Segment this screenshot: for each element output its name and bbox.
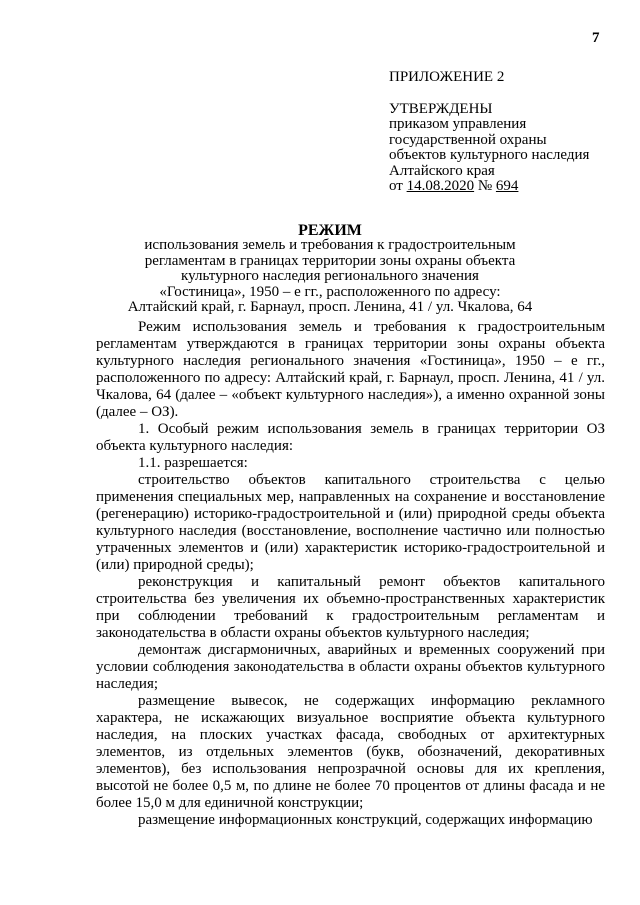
- paragraph: размещение вывесок, не содержащих информацию рекламного характера, не искажающих визуальное восприятие объекта культурного наследия, на плоских участках фасада, свободных от архитектурных элементов, из отдельных элементов (букв, обозначений, декоративных элементов), без использования непрозрачной основы для их крепления, высотой не более 0,5 м, по длине не более 70 процентов от длины фасада и не более 15,0 м для единичной конструкции;: [96, 693, 605, 811]
- title-main: РЕЖИМ: [298, 222, 362, 239]
- paragraph: 1. Особый режим использования земель в границах территории ОЗ объекта культурного наследия:: [96, 421, 605, 454]
- order-number-sign: №: [474, 178, 496, 194]
- paragraph: размещение информационных конструкций, содержащих информацию: [138, 812, 593, 828]
- page-number: 7: [592, 30, 600, 46]
- approved-line: приказом управления: [389, 116, 527, 132]
- order-line: [389, 179, 629, 195]
- paragraph: демонтаж дисгармоничных, аварийных и временных сооружений при условии соблюдения законодательства в области охраны объектов культурного наследия;: [96, 642, 605, 692]
- appendix-label: ПРИЛОЖЕНИЕ 2: [389, 69, 505, 85]
- paragraph: строительство объектов капитального строительства с целью применения специальных мер, направленных на сохранение и восстановление (регенерацию) историко-градостроительной и (или) природной среды объекта культурного наследия (восстановление, восполнение частично или полностью утраченных элементов и (или) характеристик историко-градостроительной и (или) природной среды);: [96, 472, 605, 573]
- title-line: культурного наследия регионального значения: [181, 268, 479, 285]
- order-number: 694: [495, 178, 519, 194]
- document-title: [60, 223, 600, 315]
- paragraph: Режим использования земель и требования к градостроительным регламентам утверждаются в границах территории зоны охраны объекта культурного наследия регионального значения «Гостиница», 1950 – е гг., расположенного по адресу: Алтайский край, г. Барнаул, просп. Ленина, 41 / ул. Чкалова, 64 (далее – «объект культурного наследия»), а именно охранной зоны (далее – ОЗ).: [96, 319, 605, 420]
- approved-line: объектов культурного наследия: [389, 147, 590, 163]
- body-text: [96, 319, 605, 829]
- order-date: 14.08.2020: [406, 178, 475, 194]
- approved-label: УТВЕРЖДЕНЫ: [389, 100, 493, 117]
- title-line: Алтайский край, г. Барнаул, просп. Ленина, 41 / ул. Чкалова, 64: [127, 299, 533, 316]
- approved-line: Алтайского края: [389, 162, 495, 179]
- title-line: регламентам в границах территории зоны охраны объекта: [144, 252, 516, 269]
- title-line: использования земель и требования к градостроительным: [144, 237, 516, 254]
- paragraph: реконструкция и капитальный ремонт объектов капитального строительства без увеличения их объемно-пространственных характеристик при соблюдении требований к градостроительным регламентам и законодательства в области охраны объектов культурного наследия;: [96, 574, 605, 641]
- order-prefix: от: [389, 178, 407, 194]
- appendix-block: [389, 70, 629, 195]
- paragraph: 1.1. разрешается:: [138, 455, 248, 471]
- title-line: «Гостиница», 1950 – е гг., расположенного по адресу:: [159, 283, 501, 300]
- approved-line: государственной охраны: [389, 131, 547, 148]
